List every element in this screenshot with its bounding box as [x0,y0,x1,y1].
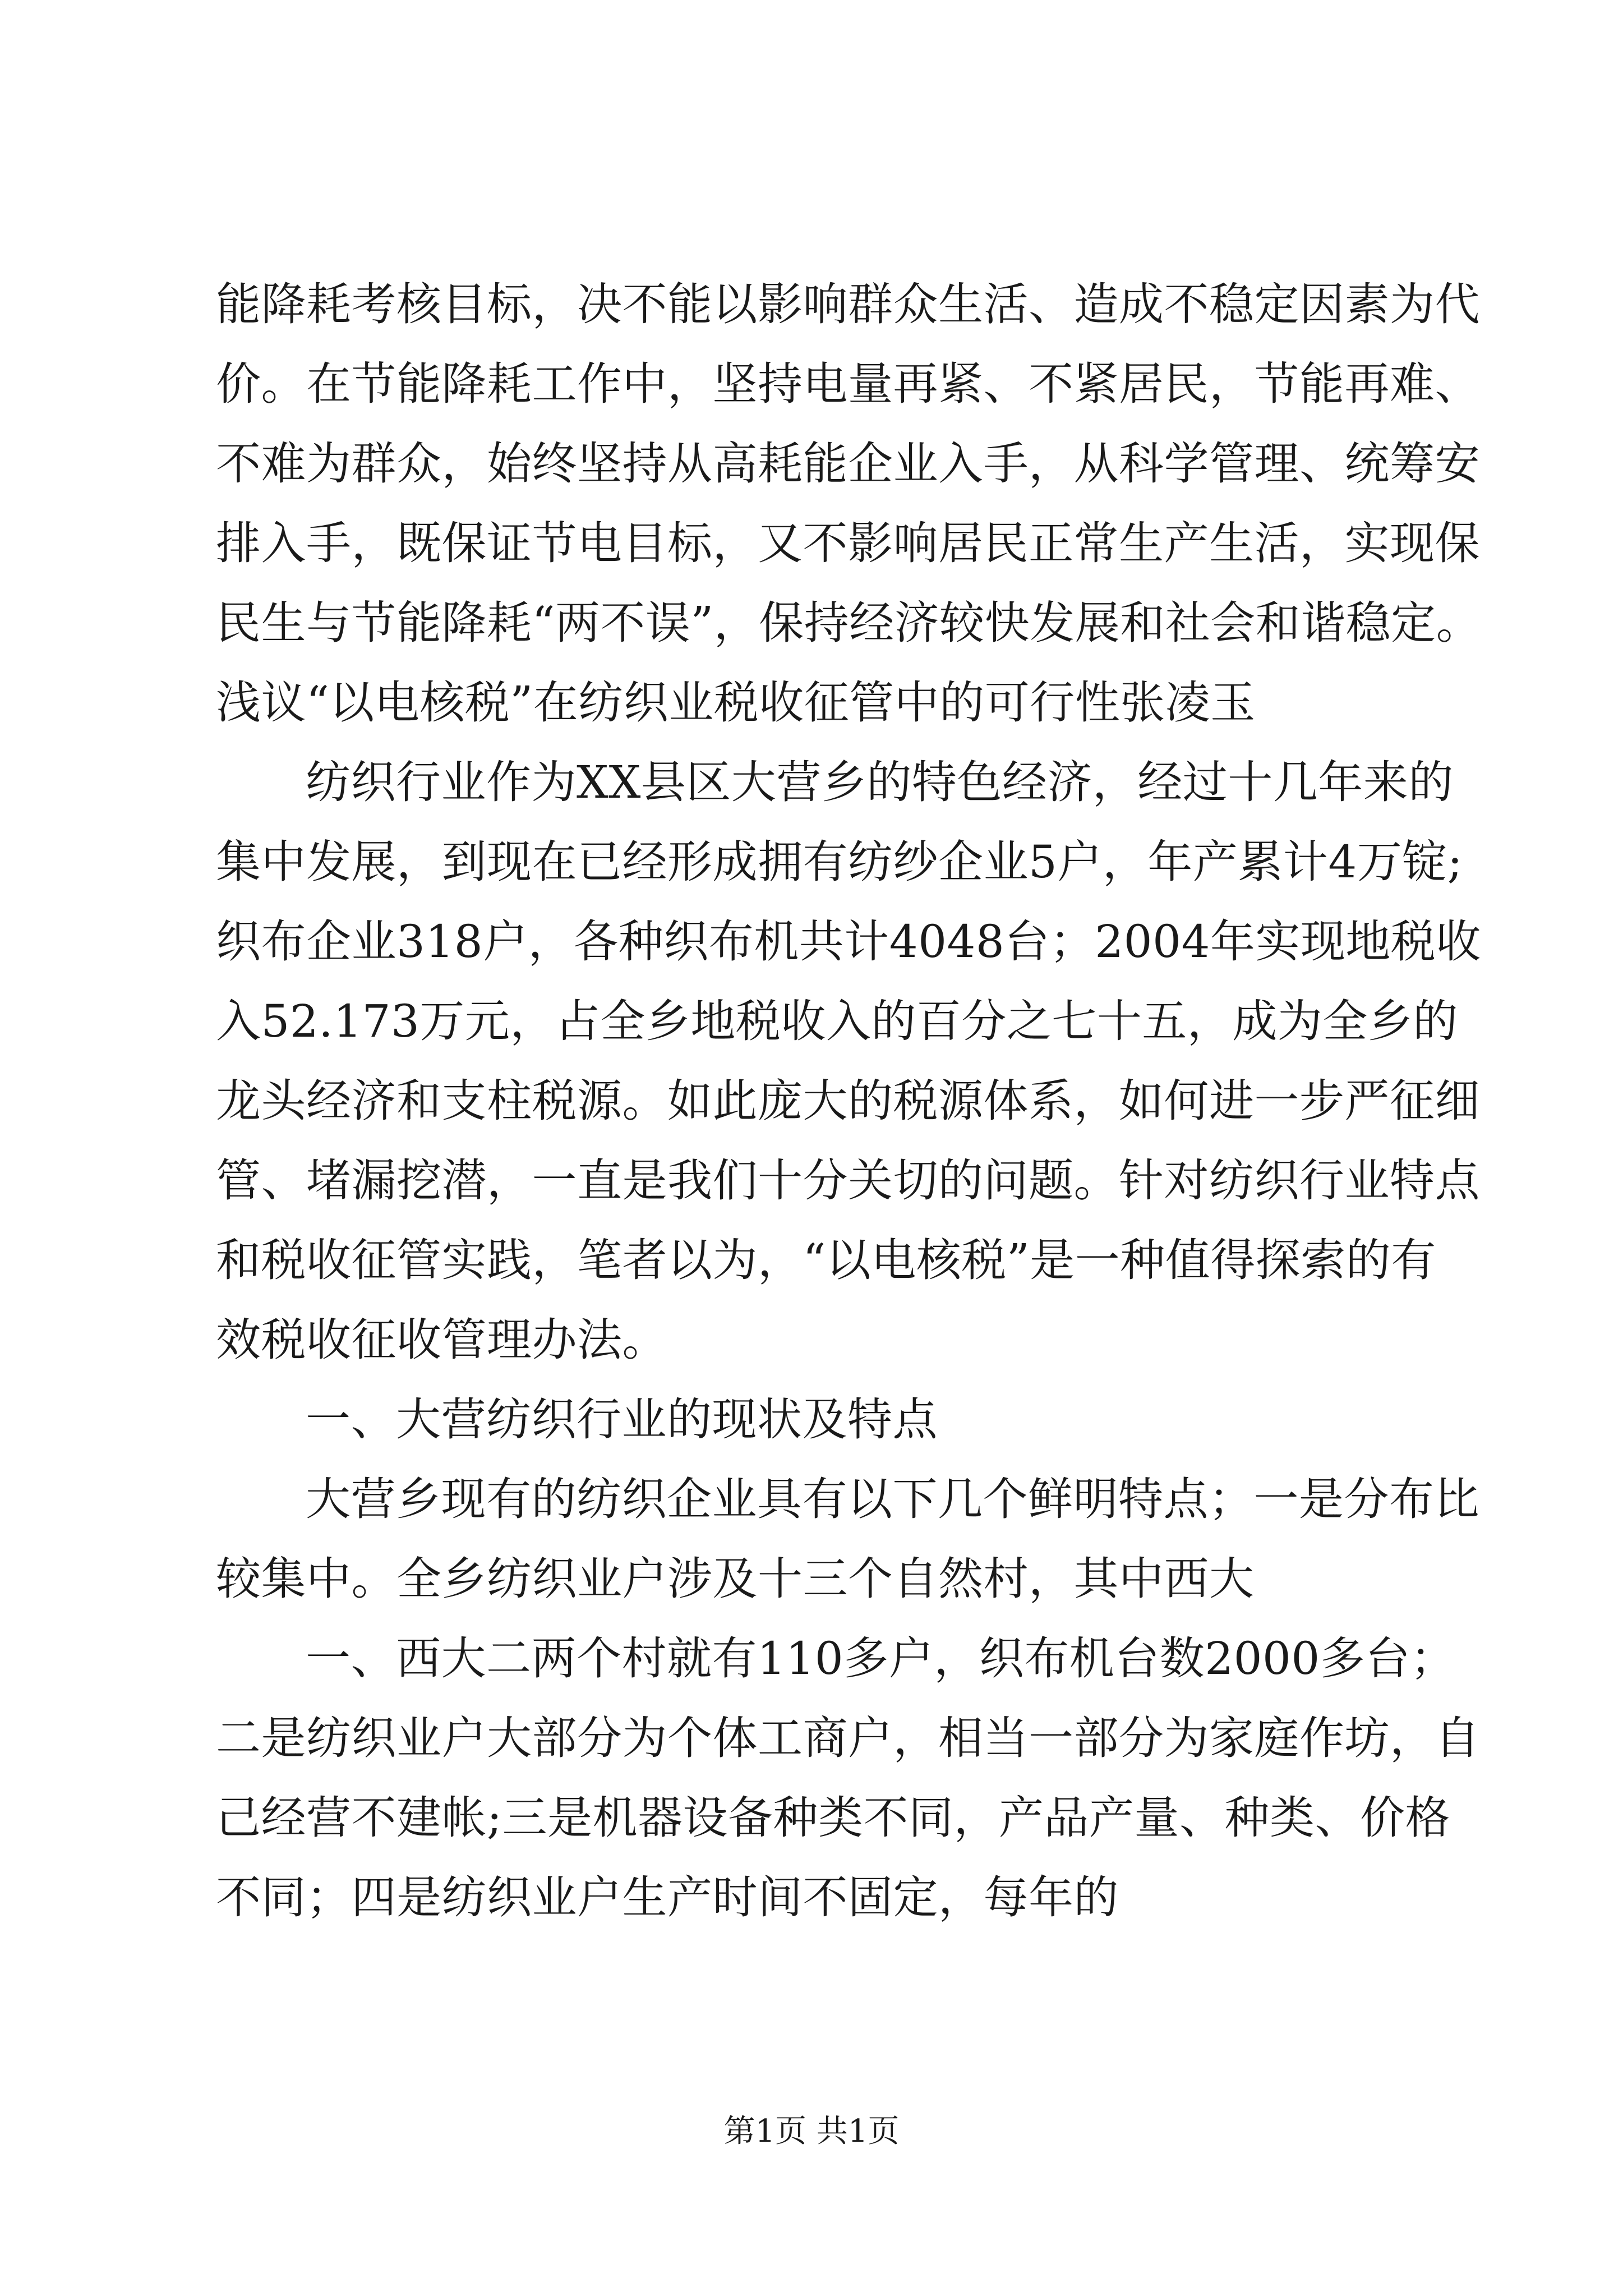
text-line: 价。在节能降耗工作中，坚持电量再紧、不紧居民，节能再难、 [216,358,1480,410]
page-number: 第1页 共1页 [723,2113,900,2150]
text-line: 一、西大二两个村就有110多户，织布机台数2000多台； [306,1632,1456,1685]
text-line: 和税收征管实践，笔者以为，“以电核税”是一种值得探索的有 [216,1234,1436,1286]
text-line: 己经营不建帐;三是机器设备种类不同，产品产量、种类、价格 [216,1792,1450,1844]
text-line: 大营乡现有的纺织企业具有以下几个鲜明特点；一是分布比 [306,1473,1479,1525]
text-line: 排入手，既保证节电目标，又不影响居民正常生产生活，实现保 [216,517,1480,569]
text-line: 不难为群众，始终坚持从高耗能企业入手，从科学管理、统筹安 [216,438,1480,490]
text-line: 入52.173万元，占全乡地税收入的百分之七十五，成为全乡的 [216,995,1458,1047]
text-line: 较集中。全乡纺织业户涉及十三个自然村，其中西大 [216,1553,1255,1605]
text-line: 管、堵漏挖潜，一直是我们十分关切的问题。针对纺织行业特点 [216,1154,1480,1207]
section-heading: 一、大营纺织行业的现状及特点 [306,1393,938,1446]
text-line: 集中发展，到现在已经形成拥有纺纱企业5户，年产累计4万锭; [216,836,1463,888]
text-line: 民生与节能降耗“两不误”，保持经济较快发展和社会和谐稳定。 [216,597,1482,649]
text-line: 能降耗考核目标，决不能以影响群众生活、造成不稳定因素为代 [216,278,1480,330]
text-line: 效税收征收管理办法。 [216,1314,667,1366]
article-title: 浅议“以电核税”在纺织业税收征管中的可行性张凌玉 [216,677,1256,729]
document-body [216,265,1482,1938]
text-line: 不同；四是纺织业户生产时间不固定，每年的 [216,1871,1119,1924]
text-line: 龙头经济和支柱税源。如此庞大的税源体系，如何进一步严征细 [216,1075,1480,1127]
page-footer [0,2109,1623,2154]
text-line: 二是纺织业户大部分为个体工商户，相当一部分为家庭作坊，自 [216,1712,1480,1764]
text-line: 纺织行业作为XX县区大营乡的特色经济，经过十几年来的 [306,756,1454,808]
text-line: 织布企业318户，各种织布机共计4048台；2004年实现地税收 [216,915,1481,968]
